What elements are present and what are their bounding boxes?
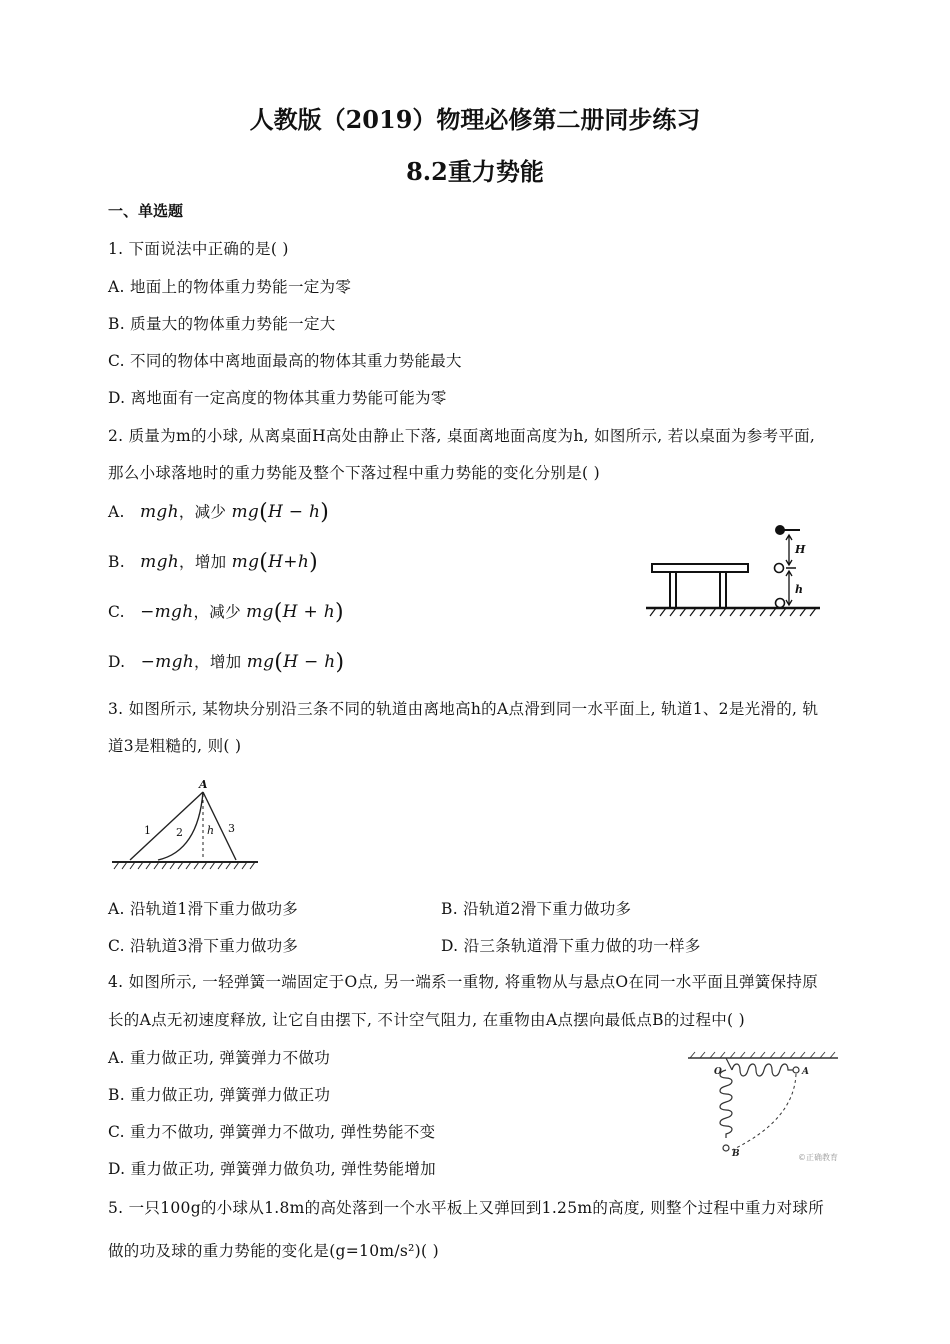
q1-option-a: A. 地面上的物体重力势能一定为零 xyxy=(108,278,352,296)
q2-label-H: H xyxy=(795,543,806,556)
q2-label-h: h xyxy=(795,583,803,596)
q3-option-b: B. 沿轨道2滑下重力做功多 xyxy=(441,900,632,918)
q2-stem-line2: 那么小球落地时的重力势能及整个下落过程中重力势能的变化分别是( ) xyxy=(108,464,600,482)
q3-tracks-figure xyxy=(108,776,268,876)
q3-label-3: 3 xyxy=(228,822,235,835)
q3-label-h: h xyxy=(207,824,215,837)
q4-label-O: O xyxy=(714,1067,722,1077)
q1-stem: 1. 下面说法中正确的是( ) xyxy=(108,240,289,258)
q3-label-1: 1 xyxy=(144,824,151,837)
q5-stem-line2: 做的功及球的重力势能的变化是(g=10m/s²)( ) xyxy=(108,1242,439,1260)
q4-option-d: D. 重力做正功, 弹簧弹力做负功, 弹性势能增加 xyxy=(108,1160,436,1178)
q2-option-c: C. −mgh，减少 mg(H + h) xyxy=(108,600,344,625)
q2-stem-line1: 2. 质量为m的小球, 从离桌面H高处由静止下落, 桌面离地面高度为h, 如图所示, 若以桌面为参考平面, xyxy=(108,427,816,445)
q5-stem-line1: 5. 一只100g的小球从1.8m的高处落到一个水平板上又弹回到1.25m的高度, 则整个过程中重力对球所 xyxy=(108,1199,825,1217)
q3-option-c: C. 沿轨道3滑下重力做功多 xyxy=(108,937,299,955)
page-title: 人教版（2019）物理必修第二册同步练习 xyxy=(249,105,701,134)
page-subtitle: 8.2重力势能 xyxy=(406,157,544,186)
section-title: 一、单选题 xyxy=(108,202,184,220)
q4-option-c: C. 重力不做功, 弹簧弹力不做功, 弹性势能不变 xyxy=(108,1123,436,1141)
q1-option-c: C. 不同的物体中离地面最高的物体其重力势能最大 xyxy=(108,352,462,370)
q4-stem-line2: 长的A点无初速度释放, 让它自由摆下, 不计空气阻力, 在重物由A点摆向最低点B的过程中( ) xyxy=(108,1011,745,1029)
q3-option-d: D. 沿三条轨道滑下重力做的功一样多 xyxy=(441,937,701,955)
q2-option-d: D. −mgh，增加 mg(H − h) xyxy=(108,650,345,675)
q4-label-B: B xyxy=(732,1149,740,1159)
q2-option-b: B. mgh，增加 mg(H+h) xyxy=(108,550,318,575)
q3-stem-line1: 3. 如图所示, 某物块分别沿三条不同的轨道由离地高h的A点滑到同一水平面上, 轨道1、2是光滑的, 轨 xyxy=(108,700,819,718)
q2-table-figure xyxy=(640,520,830,620)
q4-stem-line1: 4. 如图所示, 一轻弹簧一端固定于O点, 另一端系一重物, 将重物从与悬点O在同一水平面且弹簧保持原 xyxy=(108,973,818,991)
q1-option-b: B. 质量大的物体重力势能一定大 xyxy=(108,315,336,333)
q3-label-2: 2 xyxy=(176,826,183,839)
q4-watermark: ©正确教育 xyxy=(798,1153,838,1162)
q4-option-a: A. 重力做正功, 弹簧弹力不做功 xyxy=(108,1049,331,1067)
q3-label-A: A xyxy=(199,778,208,791)
q2-option-a: A. mgh，减少 mg(H − h) xyxy=(108,500,330,525)
q3-option-a: A. 沿轨道1滑下重力做功多 xyxy=(108,900,299,918)
q1-option-d: D. 离地面有一定高度的物体其重力势能可能为零 xyxy=(108,389,447,407)
q4-spring-figure xyxy=(686,1050,846,1165)
q4-label-A: A xyxy=(802,1067,809,1077)
q4-option-b: B. 重力做正功, 弹簧弹力做正功 xyxy=(108,1086,331,1104)
q3-stem-line2: 道3是粗糙的, 则( ) xyxy=(108,737,242,755)
